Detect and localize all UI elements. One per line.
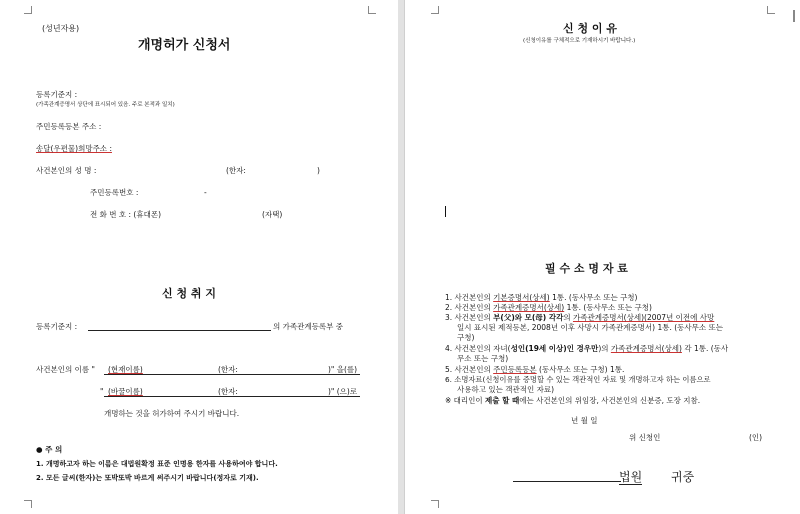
doc-item-6: 6. 소명자료(신청이유를 증명할 수 있는 객관적인 자료 및 개명하고자 하는 이름으로 <box>445 375 711 384</box>
reg-label: 등록기준지 : <box>36 90 78 99</box>
hanja-label: (한자: <box>226 166 246 175</box>
doc-star-note: ※ 대리인이 제출 할 때에는 사건본인의 위임장, 사건본인의 신분증, 도장 지참. <box>445 396 701 405</box>
name-suffix: )" 을(를) <box>328 365 358 374</box>
request-text: 개명하는 것을 허가하여 주시기 바랍니다. <box>104 409 240 418</box>
seal-label: (인) <box>749 433 763 442</box>
blank-line <box>104 396 360 397</box>
court-suffix: 귀중 <box>671 470 695 484</box>
name-label: 사건본인의 성 명 : <box>36 166 97 175</box>
doc-item-1: 1. 사건본인의 기본증명서(상세) 1통. (동사무소 또는 구청) <box>445 293 638 302</box>
doc-item-4-line-2: 무소 또는 구청) <box>457 354 509 363</box>
doc-item-3-line-2: 일시 표시된 제적등본, 2008년 이후 사망시 가족관계증명서) 1통. (동사무소 또는 <box>457 323 724 332</box>
mail-address-label: 송달(우편물)희망주소 : <box>36 144 112 153</box>
applicant-label: 위 신청인 <box>629 433 661 442</box>
doc-item-3-line-3: 구청) <box>457 333 475 342</box>
scroll-marker <box>793 10 795 22</box>
doc-item-2: 2. 사건본인의 가족관계증명서(상세) 1통. (동사무소 또는 구청) <box>445 303 652 312</box>
new-name-placeholder: (바꿀이름) <box>108 387 143 396</box>
note-2: 2. 모든 글씨(한자)는 또박또박 바르게 써주시기 바랍니다(정자로 기재). <box>36 474 259 482</box>
doc-item-6-line-2: 사용하고 있는 객관적인 자료) <box>457 385 555 394</box>
note-1: 1. 개명하고자 하는 이름은 대법원확정 표준 인명용 한자를 사용하여야 합니다. <box>36 460 278 468</box>
doc-item-4: 4. 사건본인의 자녀(성인(19세 이상)인 경우만)의 가족관계증명서(상세) 각 1통. (동사 <box>445 344 729 353</box>
purpose-reg-label: 등록기준지 : <box>36 322 78 331</box>
corner-marker <box>431 500 439 508</box>
corner-marker <box>767 6 775 14</box>
corner-marker <box>24 500 32 508</box>
corner-marker <box>368 6 376 14</box>
left-document-page <box>0 0 399 514</box>
hanja-label: (한자: <box>218 387 238 396</box>
purpose-reg-tail: 의 가족관계등록부 중 <box>273 322 343 331</box>
rrn-label: 주민등록번호 : <box>90 188 139 197</box>
corner-marker <box>24 6 32 14</box>
docs-title: 필 수 소 명 자 료 <box>545 262 628 275</box>
hanja-label: (한자: <box>218 365 238 374</box>
court-name-line <box>513 481 621 482</box>
header-label: (성년자용) <box>42 24 80 33</box>
blank-line <box>88 330 271 331</box>
right-document-page <box>404 0 800 514</box>
reason-title: 신 청 이 유 <box>563 22 617 35</box>
doc-item-5: 5. 사건본인의 주민등록등본 (동사무소 또는 구청) 1통. <box>445 365 625 374</box>
doc-item-3: 3. 사건본인의 부(父)와 모(母) 각각의 가족관계증명서(상세)(2007년 이전에 사망 <box>445 313 715 322</box>
purpose-title: 신 청 취 지 <box>162 287 216 300</box>
corner-marker <box>431 6 439 14</box>
person-name-label: 사건본인의 이름 " <box>36 365 95 374</box>
text-cursor[interactable] <box>445 206 446 217</box>
resident-address-label: 주민등록등본 주소 : <box>36 122 102 131</box>
current-name-placeholder: (현재이름) <box>108 365 143 374</box>
document-title: 개명허가 신청서 <box>138 38 231 53</box>
quote-mark: " <box>100 387 104 396</box>
close-paren: ) <box>317 166 320 175</box>
date-line: 년 월 일 <box>571 416 598 425</box>
home-phone-label: (자택) <box>262 210 283 219</box>
reg-note: (가족관계증명서 상단에 표시되어 있음. 주로 본적과 일치) <box>36 102 175 108</box>
blank-line <box>104 374 360 375</box>
name-suffix: )" (으)로 <box>328 387 358 396</box>
phone-label: 전 화 번 호 : (휴대폰) <box>90 210 162 219</box>
rrn-dash: - <box>204 188 207 197</box>
notes-title: ● 주 의 <box>36 445 63 454</box>
reason-note: (신청이유를 구체적으로 기재하시기 바랍니다.) <box>523 38 636 44</box>
court-label: 법원 <box>619 470 643 484</box>
